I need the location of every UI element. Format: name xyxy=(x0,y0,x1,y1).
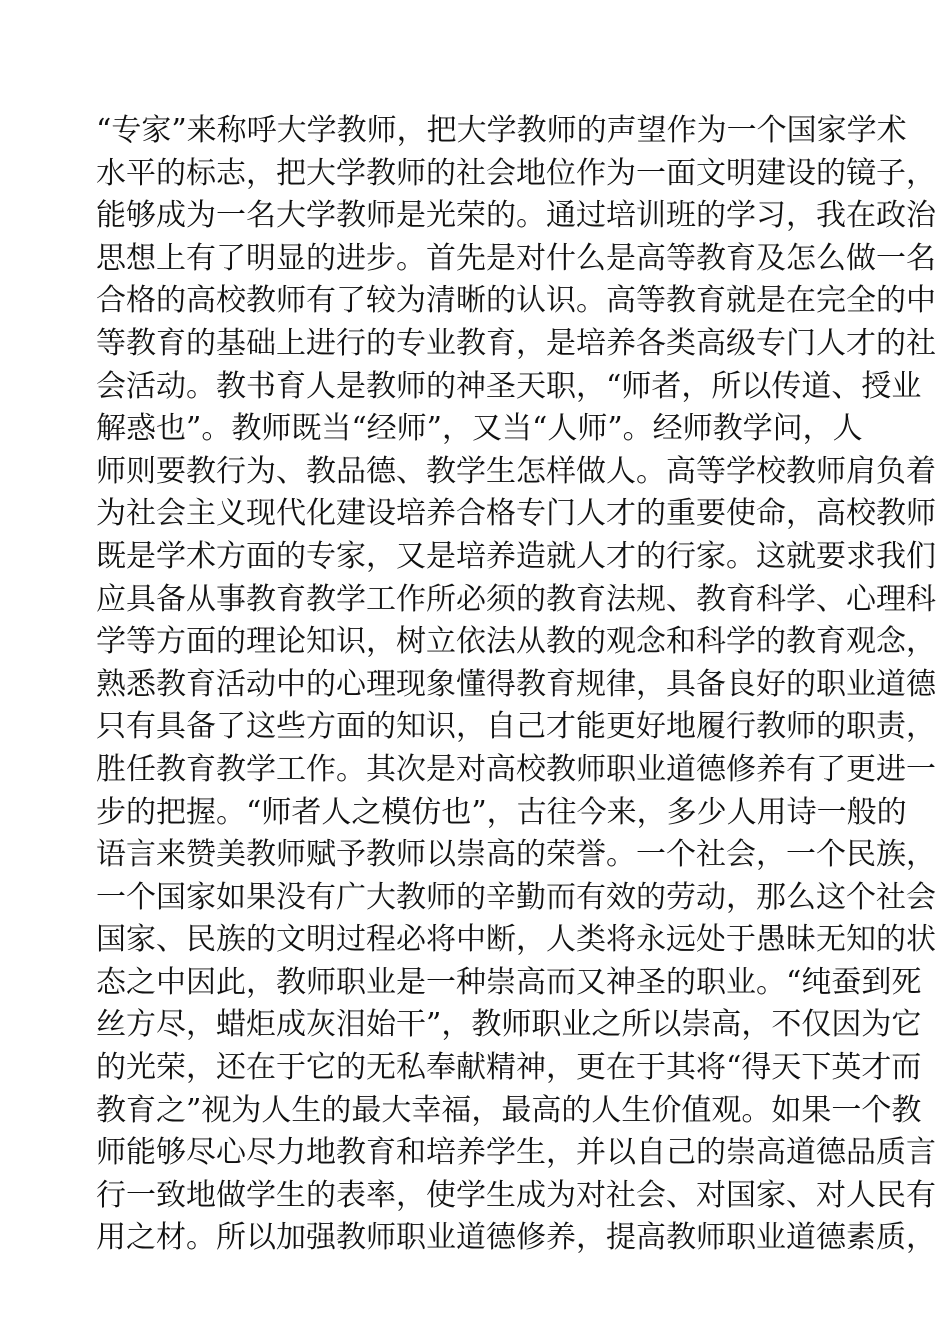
text-line: 思想上有了明显的进步。首先是对什么是高等教育及怎么做一名 xyxy=(96,240,936,276)
text-line: 既是学术方面的专家，又是培养造就人才的行家。这就要求我们 xyxy=(96,538,936,574)
text-line: 用之材。所以加强教师职业道德修养，提高教师职业道德素质， xyxy=(96,1220,936,1256)
text-line: 熟悉教育活动中的心理现象懂得教育规律，具备良好的职业道德 xyxy=(96,666,936,702)
text-line: 语言来赞美教师赋予教师以崇高的荣誉。一个社会，一个民族， xyxy=(96,837,936,873)
text-line: 能够成为一名大学教师是光荣的。通过培训班的学习，我在政治 xyxy=(96,198,936,234)
text-line: 解惑也”。教师既当“经师”，又当“人师”。经师教学问，人 xyxy=(96,411,863,447)
text-line: 只有具备了这些方面的知识，自己才能更好地履行教师的职责， xyxy=(96,709,936,745)
text-line: 的光荣，还在于它的无私奉献精神，更在于其将“得天下英才而 xyxy=(96,1050,922,1086)
text-line: 等教育的基础上进行的专业教育，是培养各类高级专门人才的社 xyxy=(96,325,936,361)
text-line: 态之中因此，教师职业是一种崇高而又神圣的职业。“纯蚕到死 xyxy=(96,964,922,1000)
text-line: 师能够尽心尽力地教育和培养学生，并以自己的崇高道德品质言 xyxy=(96,1135,936,1171)
text-line: 合格的高校教师有了较为清晰的认识。高等教育就是在完全的中 xyxy=(96,283,936,319)
text-line: 为社会主义现代化建设培养合格专门人才的重要使命，高校教师 xyxy=(96,496,936,532)
text-line: 国家、民族的文明过程必将中断，人类将永远处于愚昧无知的状 xyxy=(96,922,936,958)
text-line: 丝方尽，蜡炬成灰泪始干”，教师职业之所以崇高，不仅因为它 xyxy=(96,1007,922,1043)
text-line: 行一致地做学生的表率，使学生成为对社会、对国家、对人民有 xyxy=(96,1177,936,1213)
text-line: 胜任教育教学工作。其次是对高校教师职业道德修养有了更进一 xyxy=(96,751,936,787)
text-line: 学等方面的理论知识，树立依法从教的观念和科学的教育观念， xyxy=(96,624,936,660)
text-line: 会活动。教书育人是教师的神圣天职，“师者，所以传道、授业 xyxy=(96,368,922,404)
text-line: “专家”来称呼大学教师，把大学教师的声望作为一个国家学术 xyxy=(96,113,907,148)
text-line: 步的把握。“师者人之模仿也”，古往今来，多少人用诗一般的 xyxy=(96,794,907,830)
text-line: 教育之”视为人生的最大幸福，最高的人生价值观。如果一个教 xyxy=(96,1092,922,1128)
text-line: 一个国家如果没有广大教师的辛勤而有效的劳动，那么这个社会 xyxy=(96,879,936,915)
text-line: 应具备从事教育教学工作所必须的教育法规、教育科学、心理科 xyxy=(96,581,936,617)
body-text xyxy=(96,110,936,1260)
text-line: 师则要教行为、教品德、教学生怎样做人。高等学校教师肩负着 xyxy=(96,453,936,489)
text-line: 水平的标志，把大学教师的社会地位作为一面文明建设的镜子， xyxy=(96,155,936,191)
